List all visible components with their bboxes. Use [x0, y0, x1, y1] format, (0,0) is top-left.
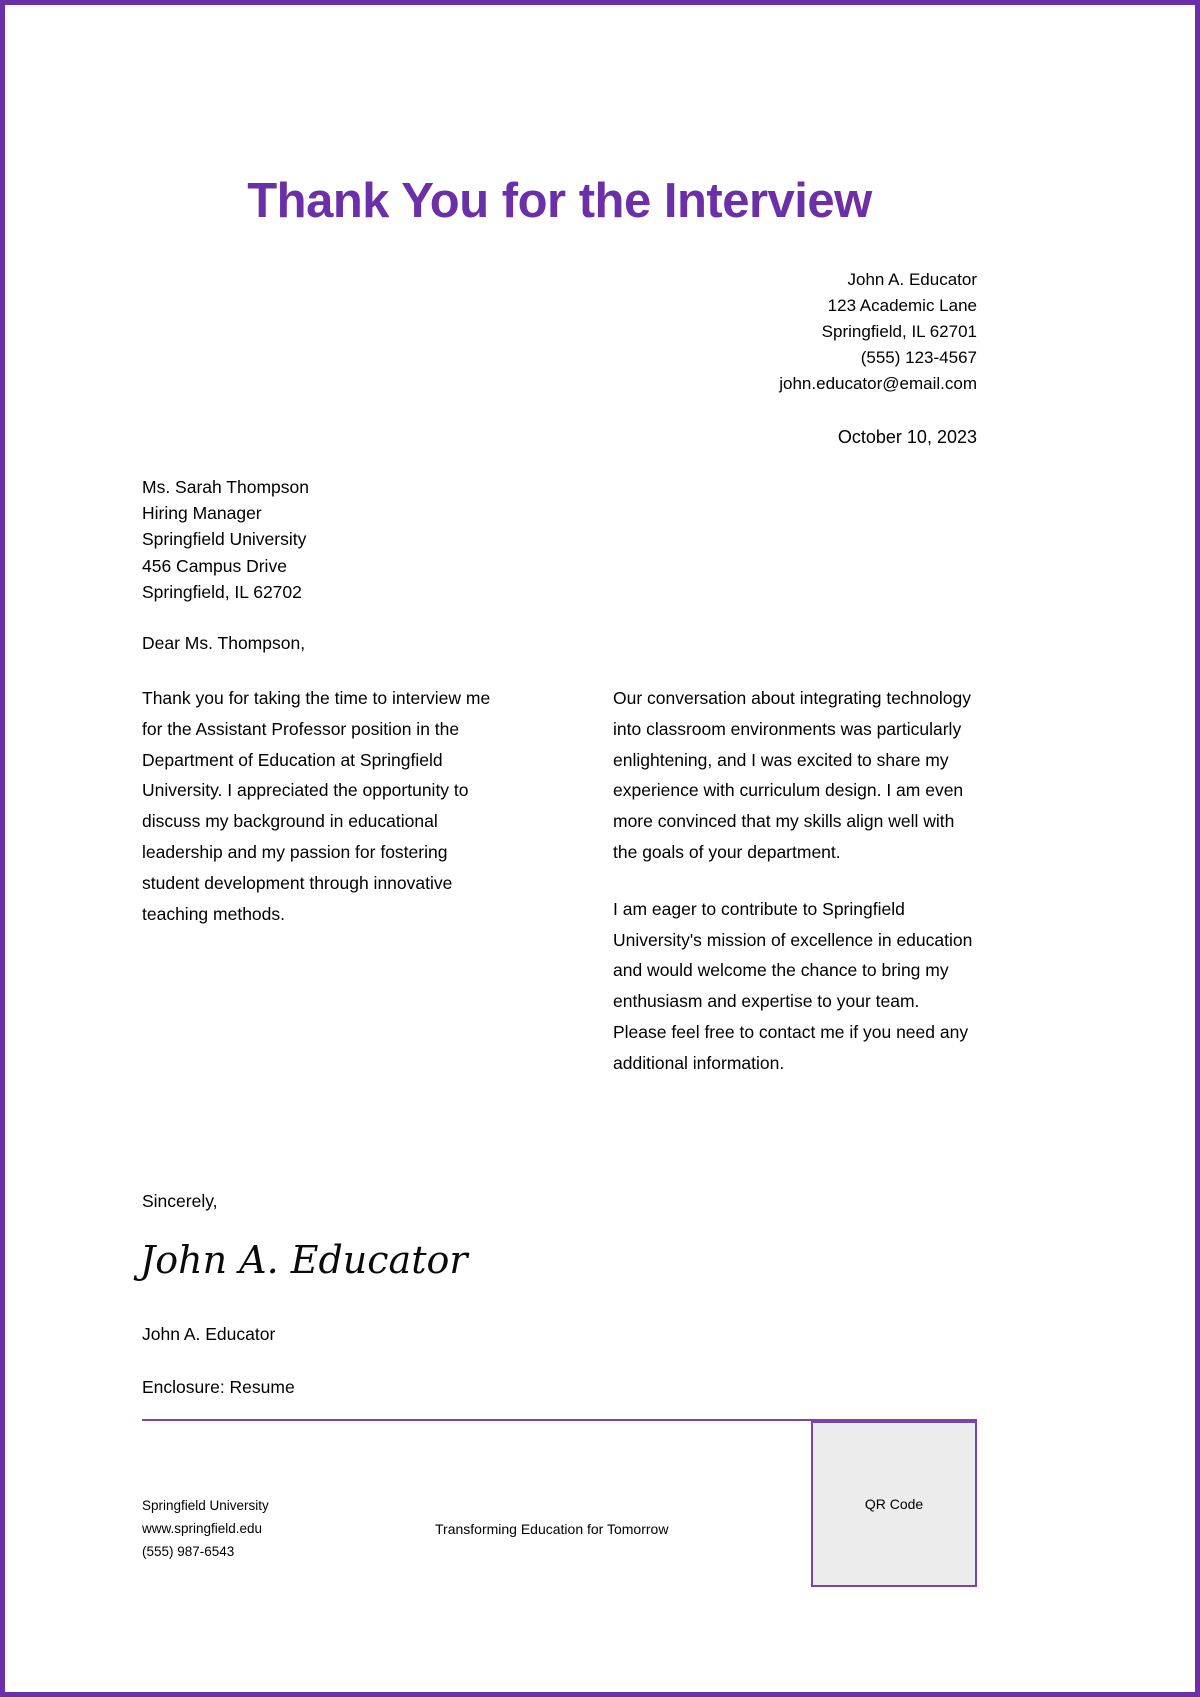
- sender-address-block: [457, 267, 977, 397]
- footer-website[interactable]: www.springfield.edu: [142, 1521, 263, 1536]
- salutation: Dear Ms. Thompson,: [142, 633, 306, 653]
- footer-tagline: Transforming Education for Tomorrow: [435, 1521, 669, 1537]
- recipient-jobtitle: Hiring Manager: [142, 503, 262, 524]
- qr-code-label: QR Code: [864, 1496, 924, 1512]
- recipient-organization: Springfield University: [142, 529, 307, 550]
- footer-contact-block: [142, 1494, 269, 1563]
- sender-name: John A. Educator: [847, 270, 977, 289]
- body-paragraph: Our conversation about integrating technology into classroom environments was particularly enlightening, and I was excited to share my experience with curriculum design. I am even more convinced that my skills align well with the goals of your department.: [613, 688, 972, 862]
- recipient-address-block: [142, 474, 562, 605]
- sender-email: john.educator@email.com: [779, 374, 977, 393]
- recipient-city-state-zip: Springfield, IL 62702: [142, 581, 302, 602]
- recipient-name: Ms. Sarah Thompson: [142, 477, 309, 497]
- qr-code-placeholder[interactable]: [811, 1421, 977, 1587]
- body-column-right: [613, 683, 977, 1079]
- recipient-street: 456 Campus Drive: [142, 555, 287, 576]
- body-column-left: [142, 683, 506, 929]
- page-title: Thank You for the Interview: [247, 174, 872, 228]
- signer-typed-name: John A. Educator: [142, 1324, 276, 1344]
- sender-phone: (555) 123-4567: [860, 348, 977, 367]
- letter-sheet: [5, 5, 1195, 1692]
- sender-city-state-zip: Springfield, IL 62701: [821, 322, 977, 341]
- sender-street: 123 Academic Lane: [827, 296, 977, 315]
- valediction: Sincerely,: [142, 1191, 218, 1211]
- body-paragraph: Thank you for taking the time to interview me for the Assistant Professor position in the Department of Education at Springfield University. I appreciated the opportunity to discuss my background in educational leadership and my passion for fostering student development through innovative teaching methods.: [142, 688, 491, 924]
- body-paragraph: I am eager to contribute to Springfield University's mission of excellence in education and would welcome the chance to bring my enthusiasm and expertise to your team. Please feel free to contact me if you need any additional information.: [613, 898, 973, 1073]
- footer-organization: Springfield University: [142, 1498, 269, 1513]
- page-footer: [142, 1494, 977, 1694]
- enclosure-note: Enclosure: Resume: [142, 1377, 295, 1397]
- letter-body: [142, 683, 977, 1079]
- footer-phone: (555) 987-6543: [142, 1544, 235, 1559]
- handwritten-signature: John A. Educator: [140, 1238, 468, 1282]
- letter-date: October 10, 2023: [837, 427, 977, 447]
